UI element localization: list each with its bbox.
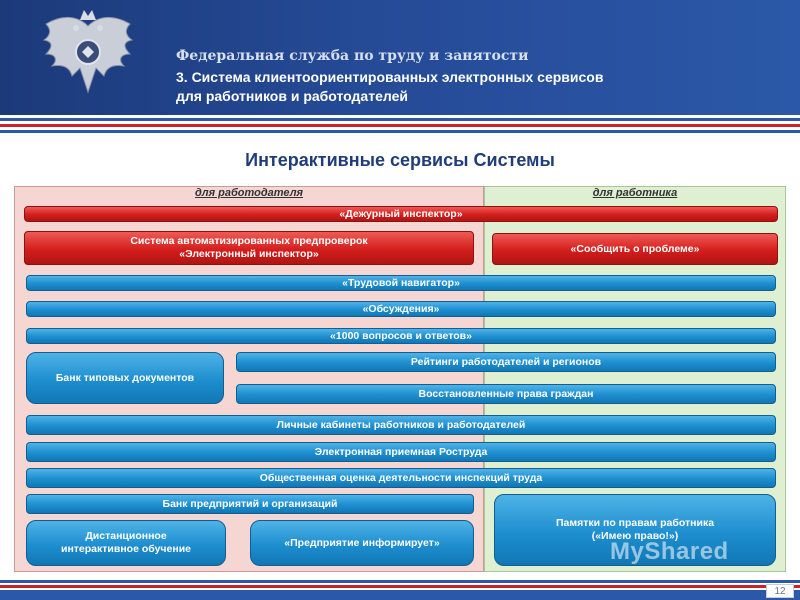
remote-learning-service[interactable]: [26, 520, 226, 566]
precheck-line-2: «Электронный инспектор»: [179, 248, 319, 260]
enterprise-bank-service[interactable]: Банк предприятий и организаций: [26, 494, 474, 514]
employer-column-label: для работодателя: [194, 187, 304, 199]
e-reception-service[interactable]: Электронная приемная Роструда: [26, 442, 776, 462]
precheck-line-1: Система автоматизированных предпроверок: [130, 235, 368, 247]
faq-service[interactable]: «1000 вопросов и ответов»: [26, 328, 776, 344]
employee-column-label: для работника: [592, 187, 678, 199]
remote-learning-line-2: интерактивное обучение: [60, 543, 192, 555]
personal-accounts-service[interactable]: Личные кабинеты работников и работодателей: [26, 415, 776, 435]
subtitle-line-1: 3. Система клиентоориентированных электронных сервисов: [176, 69, 604, 85]
public-evaluation-service[interactable]: Общественная оценка деятельности инспекций труда: [26, 468, 776, 488]
memo-line-2: («Имею право!»): [591, 530, 679, 542]
remote-learning-line-1: Дистанционное: [85, 530, 167, 542]
agency-name: Федеральная служба по труду и занятости: [176, 48, 529, 64]
header-stripes: [0, 115, 800, 133]
enterprise-informs-service[interactable]: «Предприятие информирует»: [250, 520, 474, 566]
ratings-service[interactable]: Рейтинги работодателей и регионов: [236, 352, 776, 372]
labor-navigator-service[interactable]: «Трудовой навигатор»: [26, 275, 776, 291]
memo-line-1: Памятки по правам работника: [555, 517, 715, 529]
document-bank-service[interactable]: Банк типовых документов: [26, 352, 224, 404]
subtitle-line-2: для работников и работодателей: [176, 88, 408, 104]
footer-stripes: [0, 580, 800, 600]
eagle-emblem-icon: [38, 6, 138, 104]
restored-rights-service[interactable]: Восстановленные права граждан: [236, 384, 776, 404]
page-number: 12: [766, 584, 794, 598]
myshared-watermark: MyShared: [610, 538, 729, 565]
page-title: Интерактивные сервисы Системы: [245, 150, 555, 170]
duty-inspector-service[interactable]: «Дежурный инспектор»: [24, 206, 778, 222]
electronic-inspector-service[interactable]: [24, 231, 474, 265]
report-problem-service[interactable]: «Сообщить о проблеме»: [492, 233, 778, 265]
slide-subtitle: [176, 68, 603, 106]
discussions-service[interactable]: «Обсуждения»: [26, 301, 776, 317]
